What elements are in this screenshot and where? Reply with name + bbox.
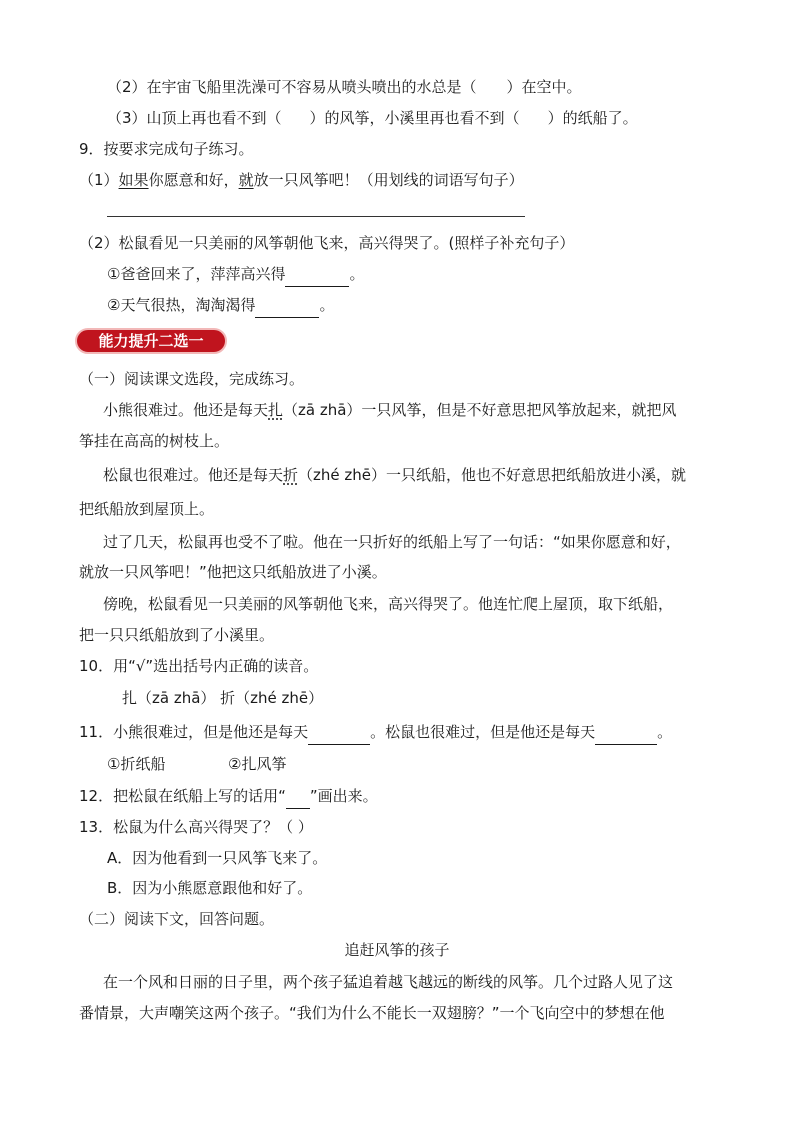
underlined-word-then: 就 bbox=[238, 171, 254, 189]
dotted-word-za: 扎 bbox=[268, 401, 284, 419]
answer-blank[interactable] bbox=[595, 724, 657, 745]
part1-para4-line1: 傍晚，松鼠看见一只美丽的风筝朝他飞来，高兴得哭了。他连忙爬上屋顶，取下纸船， bbox=[103, 595, 674, 613]
q8-item-2: （2）在宇宙飞船里洗澡可不容易从喷头喷出的水总是（ ）在空中。 bbox=[107, 78, 582, 96]
q9-part-1: （1）如果你愿意和好，就放一只风筝吧！（用划线的词语写句子） bbox=[79, 171, 524, 189]
q13-option-b[interactable]: B．因为小熊愿意跟他和好了。 bbox=[107, 879, 313, 897]
part2-para1-line1: 在一个风和日丽的日子里，两个孩子猛追着越飞越远的断线的风筝。几个过路人见了这 bbox=[103, 973, 674, 991]
answer-blank[interactable] bbox=[255, 297, 319, 318]
part2-para1-line2: 番情景，大声嘲笑这两个孩子。“我们为什么不能长一双翅膀？”一个飞向空中的梦想在他 bbox=[79, 1004, 665, 1022]
part1-para1-line1: 小熊很难过。他还是每天扎（zā zhā）一只风筝，但是不好意思把风筝放起来，就把风 bbox=[103, 401, 677, 419]
part1-para2-line1: 松鼠也很难过。他还是每天折（zhé zhē）一只纸船，他也不好意思把纸船放进小溪，就 bbox=[103, 466, 687, 484]
q9-part-2: （2）松鼠看见一只美丽的风筝朝他飞来，高兴得哭了。(照样子补充句子） bbox=[79, 234, 575, 252]
q9-part-2-item-1: ①爸爸回来了，萍萍高兴得 。 bbox=[107, 264, 364, 287]
part1-para2-line2: 把纸船放到屋顶上。 bbox=[79, 500, 215, 518]
answer-blank[interactable] bbox=[285, 266, 349, 287]
part1-para3-line1: 过了几天，松鼠再也受不了啦。他在一只折好的纸船上写了一句话：“如果你愿意和好， bbox=[103, 533, 681, 551]
q11-option-1: ①折纸船 bbox=[107, 755, 166, 773]
q13-stem: 13．松鼠为什么高兴得哭了？（ ） bbox=[79, 818, 313, 836]
q10-stem: 10．用“√”选出括号内正确的读音。 bbox=[79, 657, 319, 675]
q12-stem: 12．把松鼠在纸船上写的话用“ ”画出来。 bbox=[79, 786, 378, 809]
q11-stem: 11．小熊很难过，但是他还是每天 。松鼠也很难过，但是他还是每天 。 bbox=[79, 722, 672, 745]
q9-answer-line[interactable] bbox=[107, 216, 525, 217]
section-badge-label: 能力提升二选一 bbox=[98, 332, 204, 350]
answer-blank[interactable] bbox=[308, 724, 370, 745]
q10-options: 扎（zā zhā） 折（zhé zhē） bbox=[122, 689, 324, 707]
part1-para3-line2: 就放一只风筝吧！”他把这只纸船放进了小溪。 bbox=[79, 563, 387, 581]
article-title: 追赶风筝的孩子 bbox=[344, 941, 450, 959]
q8-item-3: （3）山顶上再也看不到（ ）的风筝，小溪里再也看不到（ ）的纸船了。 bbox=[107, 109, 638, 127]
section-badge bbox=[75, 328, 227, 354]
q9-stem: 9．按要求完成句子练习。 bbox=[79, 140, 254, 158]
underline-sample bbox=[286, 788, 310, 809]
q11-option-2: ②扎风筝 bbox=[228, 755, 287, 773]
underlined-word-if: 如果 bbox=[118, 171, 149, 189]
part1-para4-line2: 把一只只纸船放到了小溪里。 bbox=[79, 626, 275, 644]
part2-heading: （二）阅读下文，回答问题。 bbox=[79, 910, 275, 928]
q9-part-2-item-2: ②天气很热，淘淘渴得 。 bbox=[107, 295, 334, 318]
dotted-word-zhe: 折 bbox=[283, 466, 299, 484]
q13-option-a[interactable]: A．因为他看到一只风筝飞来了。 bbox=[107, 849, 328, 867]
part1-para1-line2: 筝挂在高高的树枝上。 bbox=[79, 432, 230, 450]
part1-heading: （一）阅读课文选段，完成练习。 bbox=[79, 370, 305, 388]
